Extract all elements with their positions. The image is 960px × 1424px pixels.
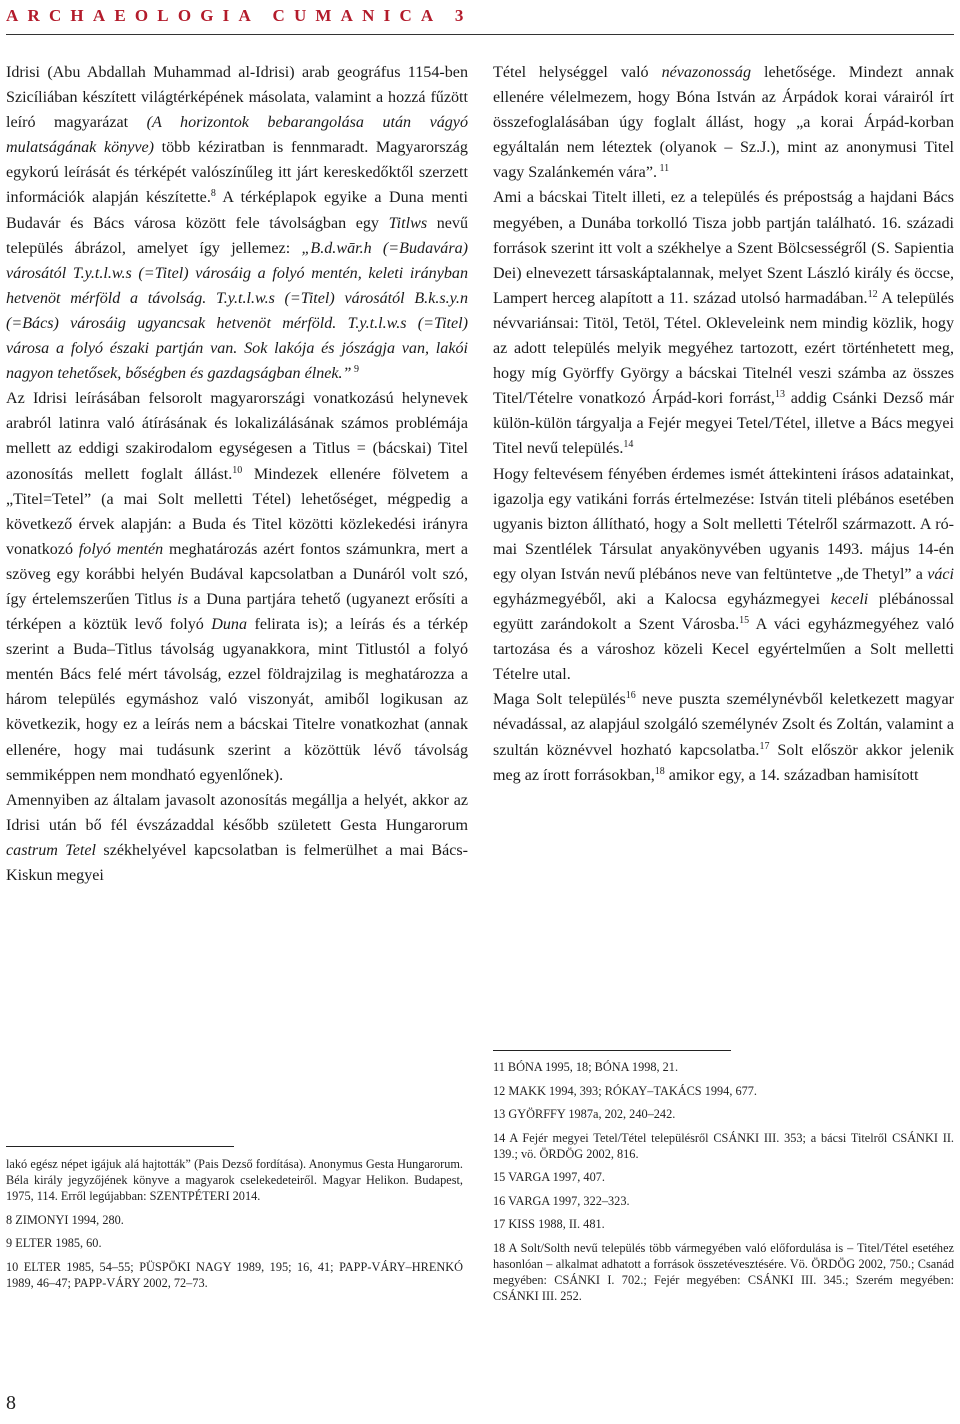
- running-header: ARCHAEOLOGIA CUMANICA 3: [6, 6, 473, 25]
- footnote-reference: 17: [759, 740, 770, 752]
- italic-run: váci: [927, 565, 954, 583]
- footnote-12: 12 MAKK 1994, 393; RÓKAY–TAKÁCS 1994, 677.: [493, 1083, 757, 1098]
- footnote-11: 11 BÓNA 1995, 18; BÓNA 1998, 21.: [493, 1060, 679, 1074]
- paragraph-name-identity: Tétel helységgel való névazonosság lehetősége. Mindezt annak ellenére vélelmezem, hogy Bóna István az Árpádok korai várairól írt összefoglalásában úgy foglalt állást, hogy „a korai Árpád-korban egyáltalán nem léteztek (olyanok – Sz.J.), mint az anonymusi Titel vagy Szalánkemén vára”. $^{11}$: [493, 64, 954, 182]
- footnote-reference: 13: [774, 389, 785, 401]
- paragraph-titel-bacs: Ami a bácskai Titelt illeti, ez a település és prépostság a hajdani Bács megyében, a Dunába torkolló Tisza jobb partján található. 16. századi források szerint itt volt a székhelye a Szent Bölcsességről (S. Sapientia Dei) elnevezett társaskáptalannak, melyet Szent László király és öccse, Lampert herceg alapított a 11. század utolsó harmadában.$^{12}$ A település névvariánsai: Titöl, Tetöl, Tétel. Okleveleink nem mindig közlik, hogy az adott település melyik megyéhez tartozott, ezért történhetett meg, hogy míg Györffy György a bácskai Titelnél veszi számba az összes Titel/Tételre vonatkozó Árpád-kori forrást,$^{13}$ addig Csánki Dezső már külön-külön tárgyalja a Fejér megyei Tetel/Tétel, illetve a Bács megyei Titel nevű település.$^{14}$: [493, 189, 954, 458]
- footnote-reference: 16: [625, 690, 636, 702]
- footnotes-right: [493, 1059, 954, 1311]
- footnote-reference: 14: [623, 439, 634, 451]
- footnote-8: 8 ZIMONYI 1994, 280.: [6, 1212, 124, 1227]
- footnote-13: 13 GYÖRFFY 1987a, 202, 240–242.: [493, 1107, 676, 1121]
- page-number: 8: [6, 1392, 16, 1414]
- footnote-reference: 11: [657, 163, 670, 175]
- footnote-reference: 9: [351, 364, 359, 376]
- italic-run: (A horizontok bebarangolása után vágyó mulatságának könyve): [6, 114, 468, 157]
- italic-run: Duna: [211, 616, 248, 634]
- paragraph-identification: Amennyiben az általam javasolt azonosítás megállja a helyét, akkor az Idrisi után bő fél évszázaddal később született Gesta Hungarorum castrum Tetel székhelyével kapcsolatban is felmerülhet a mai Bács-Kiskun megyei: [6, 791, 468, 884]
- paragraph-solt-name: Maga Solt település$^{16}$ neve puszta személynévből keletkezett magyar névadással, az alapjául szolgáló személynév Zsolt és Zoltán, valamint a szultán köznévvel hozható kapcsolatba.$^{17}$ Solt először akkor jelenik meg az írott forrásokban,$^{18}$ amikor egy, a 14. században hamisított: [493, 690, 954, 784]
- footnote-continuation: lakó egész népet igájuk alá hajtották” (Pais Dezső fordítása). Anonymus Gesta Hungarorum. Béla király jegyzőjének könyve a magyarok cselekedeteiről. Magyar Helikon. Budapest, 1975, 114. Erről legújabban: SZENTPÉTERI 2014.: [6, 1157, 463, 1203]
- italic-run: névazonosság: [661, 64, 751, 81]
- footnote-reference: 10: [232, 464, 243, 476]
- footnote-reference: 8: [210, 188, 216, 200]
- italic-run: folyó mentén: [78, 540, 164, 558]
- italic-run: keceli: [830, 590, 869, 608]
- left-column: [6, 60, 468, 888]
- footnote-reference: 18: [654, 765, 665, 777]
- paragraph-place-names: Az Idrisi leírásában felsorolt magyarországi vonatkozású helynevek arabról latinra való átírásának és lokalizálásának számos problémája mellett az eddigi szakirodalom egységesen a Titlus = (bácskai) Titel azonosítás mellett foglalt állást.$^{10}$ Mindezek ellenére fölvetem a „Titel=Tetel” (a mai Solt melletti Tétel) lehetőséget, mégpedig a következő érvek alapján: a Buda és Titel közötti közlekedési irányra vonatkozó folyó mentén meghatározás azért fontos számunkra, mert a szöveg egy korábbi helyén Budával kapcsolatban a Dunáról volt szó, így értelemszerűen Titlus is a Duna partjára tehető (ugyanezt erősíti a térképen a köztük levő folyó Duna felirata is); a leírás és a térkép szerint a Buda–Titlus távolság ugyanakkora, mint Titlustól a folyó mentén Bács felé mért távolság, ezzel földrajzilag is meghatározza a három település egymáshoz való viszonyát, amiből logikusan az következik, hogy ez a leírás nem a bácskai Titelre vonatkozhat (annak ellenére, hogy mai tudásunk szerint a közöttük lévő távolság semmiképpen nem mondható egyenlőnek).: [6, 390, 469, 784]
- italic-run: Titlws: [388, 214, 428, 232]
- footnote-18: 18 A Solt/Solth nevű település több vármegyében való előfordulása is – Titel/Tétel esetéhez hasonlóan – alkalmat adhatott a források összetévesztésére. Vö. ÖRDÖG 2002, 750.; Csanád megyében: CSÁNKI I. 702.; Fejér megyében: CSÁNKI III. 345.; Szerém megyében: CSÁNKI III. 252.: [493, 1240, 954, 1303]
- footnote-rule-left: [6, 1146, 234, 1147]
- footnote-14: 14 A Fejér megyei Tetel/Tétel településről CSÁNKI III. 353; a bácsi Titelről CSÁNKI II. 139.; vö. ÖRDÖG 2002, 816.: [493, 1130, 954, 1161]
- italic-run: „B.d.wār.h (=Budavára) városától T.y.t.l.w.s (=Titel) városáig a folyó mentén, keleti irányban hetvenöt mérföld a távolság. T.y.t.l.w.s (=Titel) városától B.k.s.y.n (=Bács) városáig ugyancsak hetvenöt mérföld. T.y.t.l.w.s (=Titel) városa a folyó északi partján van. Sok lakója és jószágja van, lakói nagyon tehetősek, bőségben és gazdagságban élnek.”: [6, 239, 468, 383]
- paragraph-idrisi: Idrisi (Abu Abdallah Muhammad al-Idrisi) arab geográfus 1154-ben Szicíliában készített világtérképének másolata, valamint a hozzá fűzött leíró magyarázat (A horizontok bebarangolása után vágyó mulatságának könyve) több kéziratban is fennmaradt. Magyarország egykorú leírását és térképét valószínűleg itt járt kereskedőktől szerzett információk alapján készítette.$^8$ A térképlapok egyike a Duna menti Budavár és Bács városa között fele távolságban egy Titlws nevű település ábrázol, amelyet így jellemez: „B.d.wār.h (=Budavára) városától T.y.t.l.w.s (=Titel) városáig a folyó mentén, keleti irányban hetvenöt mérföld a távolság. T.y.t.l.w.s (=Titel) városától B.k.s.y.n (=Bács) városáig ugyancsak hetvenöt mérföld. T.y.t.l.w.s (=Titel) városa a folyó északi partján van. Sok lakója és jószágja van, lakói nagyon tehetősek, bőségben és gazdagságban élnek.” $^9$: [6, 64, 468, 383]
- footnote-9: 9 ELTER 1985, 60.: [6, 1236, 102, 1250]
- footnote-reference: 12: [867, 288, 878, 300]
- footnote-rule-right: [493, 1050, 731, 1051]
- footnote-15: 15 VARGA 1997, 407.: [493, 1170, 605, 1184]
- footnotes-left: [6, 1156, 463, 1298]
- italic-run: castrum Tetel: [6, 841, 96, 859]
- footnote-reference: 15: [739, 615, 750, 627]
- paragraph-vatican-source: Hogy feltevésem fényében érdemes ismét áttekinteni írásos adatainkat, igazolja egy vatikáni forrás értelmezése: István titeli plébános esetében ugyanis bizton állítható, hogy a Solt melletti Tételről származott. A római Szentlélek Társulat anyakönyvében ugyanis 1493. május 14-én egy olyan István nevű plébános neve van feltüntetve „de Thetyl” a váci egyházmegyéből, aki a Kalocsa egyházmegyei keceli plébánossal együtt zarándokolt a Szent Városba.$^{15}$ A váci egyházmegyéhez való tartozása és a városhoz közeli Kecel egyértelműen a Solt melletti Tételre utal.: [493, 465, 954, 684]
- right-column: [493, 60, 954, 788]
- italic-run: is: [177, 590, 188, 608]
- footnote-16: 16 VARGA 1997, 322–323.: [493, 1193, 630, 1208]
- footnote-17: 17 KISS 1988, II. 481.: [493, 1217, 605, 1231]
- footnote-10: 10 ELTER 1985, 54–55; PÜSPÖKI NAGY 1989, 195; 16, 41; PAPP-VÁRY–HRENKÓ 1989, 46–47; PAPP-VÁRY 2002, 72–73.: [6, 1259, 463, 1290]
- header-rule: [6, 34, 954, 35]
